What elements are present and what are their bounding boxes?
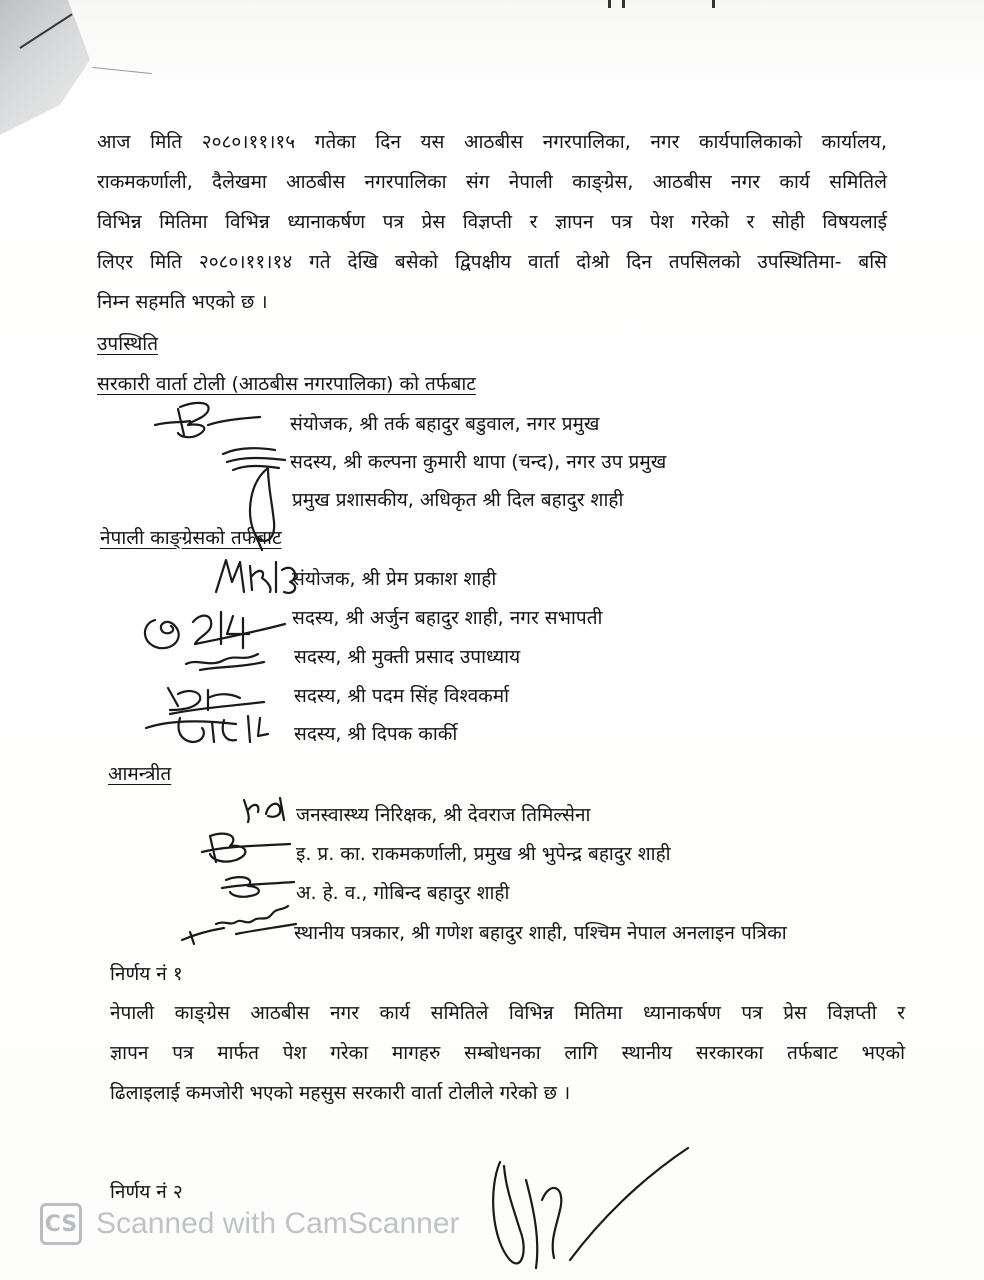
intro-line: विभिन्न मितिमा विभिन्न ध्यानाकर्षण पत्र प्रेस विज्ञप्ती र ज्ञापन पत्र पेश गरेको र सोही विषयलाई bbox=[97, 211, 887, 233]
invited-member: जनस्वास्थ्य निरिक्षक, श्री देवराज तिमिल्सेना bbox=[296, 804, 591, 826]
signature-bottom bbox=[470, 1140, 700, 1280]
camscanner-watermark bbox=[40, 1200, 460, 1248]
congress-team-heading: नेपाली काङ्ग्रेसको तर्फबाट bbox=[100, 527, 282, 549]
intro-line: निम्न सहमति भएको छ । bbox=[97, 291, 268, 313]
government-team-heading: सरकारी वार्ता टोली (आठबीस नगरपालिका) को तर्फबाट bbox=[97, 373, 476, 395]
intro-line: लिएर मिति २०८०।११।१४ गते देखि बसेको द्विपक्षीय वार्ता दोश्रो दिन तपसिलको उपस्थितिमा- बसि bbox=[97, 251, 887, 273]
invited-member: स्थानीय पत्रकार, श्री गणेश बहादुर शाही, पश्चिम नेपाल अनलाइन पत्रिका bbox=[294, 922, 787, 944]
attendance-heading: उपस्थिति bbox=[97, 333, 159, 355]
congress-member: सदस्य, श्री पदम सिंह विश्वकर्मा bbox=[294, 685, 510, 707]
signature-health-assistant bbox=[218, 868, 298, 903]
intro-line: राकमकर्णाली, दैलेखमा आठबीस नगरपालिका संग नेपाली काङ्ग्रेस, आठबीस नगर कार्य समितिले bbox=[97, 171, 887, 193]
decision-1-line: ज्ञापन पत्र मार्फत पेश गरेका मागहरु सम्बोधनका लागि स्थानीय सरकारका तर्फबाट भएको bbox=[110, 1042, 905, 1064]
decision-2-heading: निर्णय नं २ bbox=[110, 1181, 183, 1203]
camscanner-logo: CS bbox=[40, 1203, 82, 1245]
government-member: सदस्य, श्री कल्पना कुमारी थापा (चन्द), नगर उप प्रमुख bbox=[290, 451, 667, 473]
stray-mark bbox=[92, 67, 152, 74]
invited-heading: आमन्त्रीत bbox=[108, 763, 172, 785]
signature-health-inspector bbox=[238, 790, 298, 830]
signature-congress-member-2 bbox=[180, 640, 270, 680]
decision-1-heading: निर्णय नं १ bbox=[110, 963, 183, 985]
congress-member: सदस्य, श्री दिपक कार्की bbox=[294, 723, 458, 745]
intro-paragraph bbox=[97, 122, 887, 322]
decision-1-line: ढिलाइलाई कमजोरी भएको महसुस सरकारी वार्ता टोलीले गरेको छ । bbox=[110, 1082, 571, 1104]
congress-member: संयोजक, श्री प्रेम प्रकाश शाही bbox=[292, 568, 497, 590]
decision-1-line: नेपाली काङ्ग्रेस आठबीस नगर कार्य समितिले विभिन्न मितिमा ध्यानाकर्षण पत्र प्रेस विज्ञप्ती र bbox=[110, 1002, 905, 1024]
invited-member: इ. प्र. का. राकमकर्णाली, प्रमुख श्री भुपेन्द्र बहादुर शाही bbox=[296, 843, 671, 865]
camscanner-text: Scanned with CamScanner bbox=[96, 1207, 460, 1240]
decision-1-paragraph bbox=[110, 993, 905, 1113]
invited-member: अ. हे. व., गोबिन्द बहादुर शाही bbox=[296, 882, 510, 904]
government-member: संयोजक, श्री तर्क बहादुर बडुवाल, नगर प्रमुख bbox=[290, 413, 600, 435]
signature-cao bbox=[232, 462, 302, 552]
signature-coordinator-gov bbox=[150, 395, 290, 445]
signature-police-chief bbox=[196, 826, 296, 871]
signature-congress-member-4 bbox=[140, 706, 300, 751]
page-fold-shadow bbox=[0, 0, 92, 135]
government-member: प्रमुख प्रशासकीय, अधिकृत श्री दिल बहादुर शाही bbox=[292, 489, 624, 511]
top-edge-marks bbox=[600, 0, 720, 8]
signature-congress-coordinator bbox=[210, 552, 305, 602]
congress-member: सदस्य, श्री अर्जुन बहादुर शाही, नगर सभापती bbox=[292, 607, 603, 629]
congress-member: सदस्य, श्री मुक्ती प्रसाद उपाध्याय bbox=[294, 646, 521, 668]
signature-journalist bbox=[176, 900, 301, 950]
intro-line: आज मिति २०८०।११।१५ गतेका दिन यस आठबीस नगरपालिका, नगर कार्यपालिकाको कार्यालय, bbox=[97, 131, 887, 153]
